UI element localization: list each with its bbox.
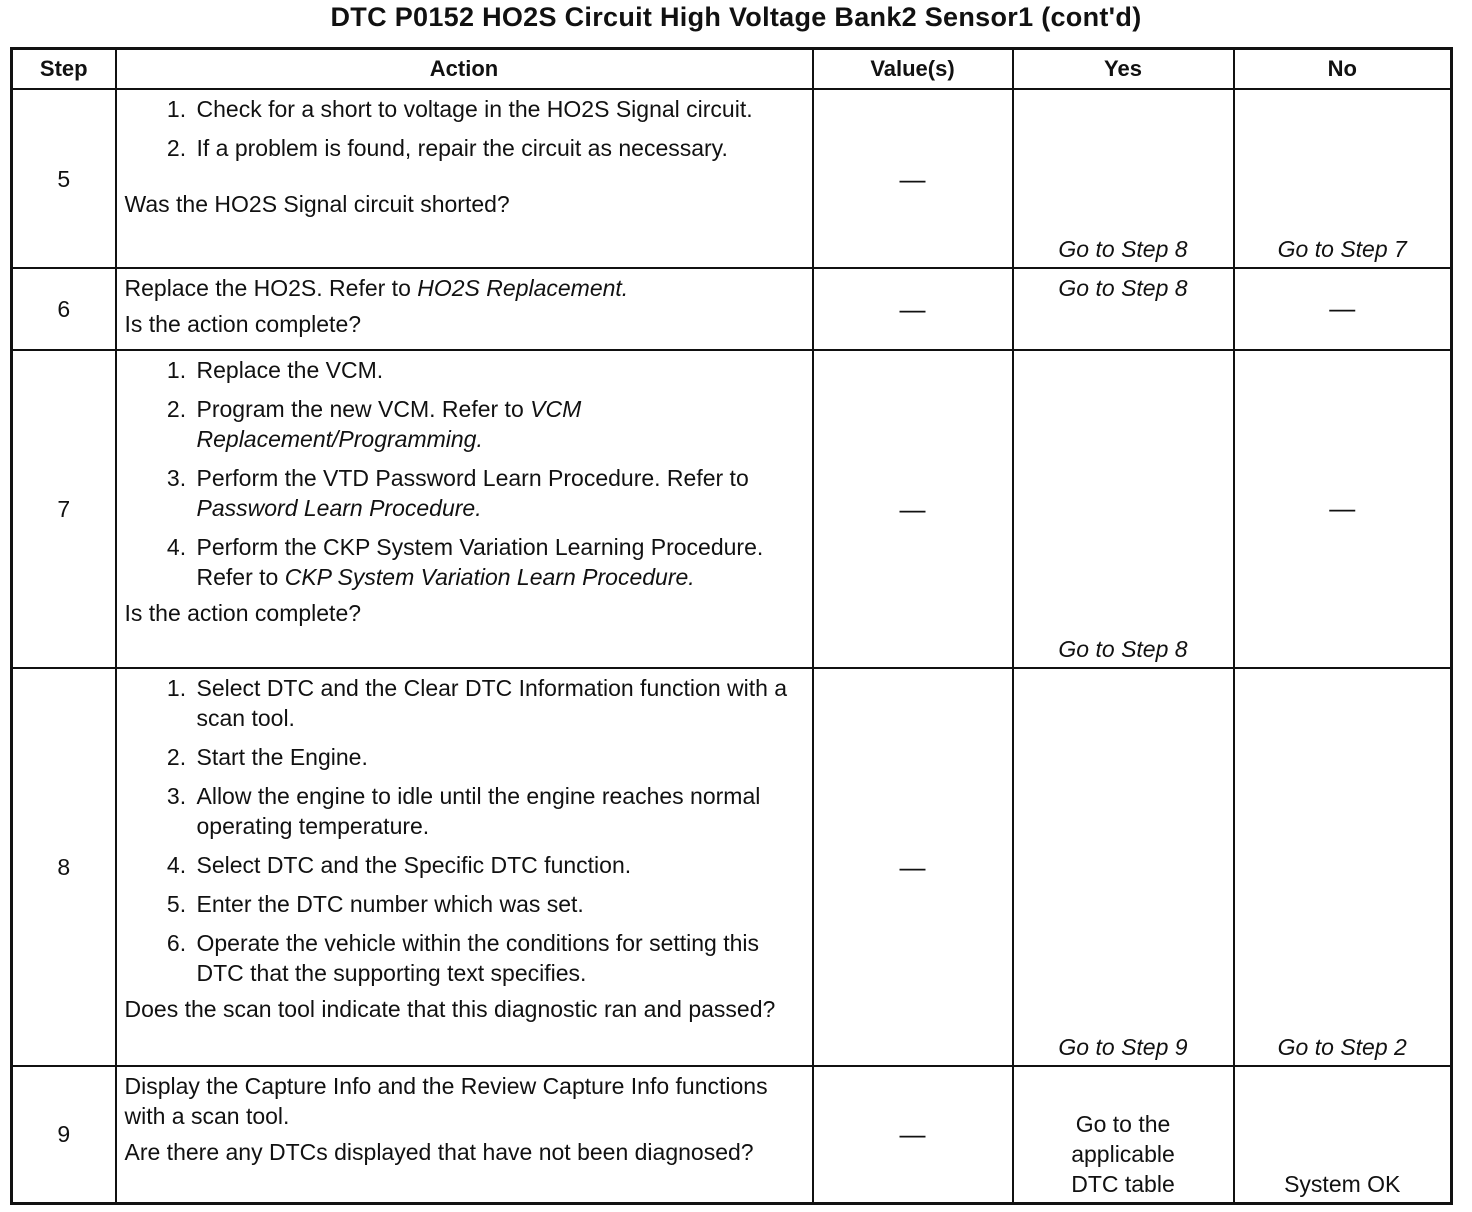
action-text: Display the Capture Info and the Review Capture Info functions with a scan tool. [124, 1073, 768, 1129]
no-cell [1234, 1066, 1452, 1203]
goto-step-link[interactable]: Go to Step 2 [1277, 1034, 1407, 1060]
action-cell [116, 89, 813, 268]
value-cell: — [813, 1066, 1013, 1203]
column-header-action: Action [116, 49, 813, 90]
column-header-step: Step [12, 49, 116, 90]
action-step: 4. Perform the CKP System Variation Learning Procedure. Refer to CKP System Variation Learn Procedure. [193, 532, 804, 592]
goto-step-link[interactable]: Go to Step 8 [1058, 236, 1188, 262]
action-step: 4. Select DTC and the Specific DTC function. [193, 850, 804, 880]
step-number: 7 [12, 350, 116, 668]
value-cell: — [813, 668, 1013, 1066]
action-step: 1. Select DTC and the Clear DTC Information function with a scan tool. [193, 673, 804, 733]
action-step: 3. Allow the engine to idle until the engine reaches normal operating temperature. [193, 781, 804, 841]
action-text: Replace the HO2S. Refer to HO2S Replacement. [124, 275, 629, 301]
value-cell: — [813, 350, 1013, 668]
action-step: 6. Operate the vehicle within the conditions for setting this DTC that the supporting text specifies. [193, 928, 804, 988]
action-step: 1. Check for a short to voltage in the HO2S Signal circuit. [193, 94, 804, 124]
yes-cell [1013, 89, 1234, 268]
reference-link[interactable]: CKP System Variation Learn Procedure. [284, 564, 695, 590]
step-number: 9 [12, 1066, 116, 1203]
table-row-step-8 [12, 668, 1452, 1066]
yes-cell [1013, 350, 1234, 668]
action-cell [116, 668, 813, 1066]
step-number: 6 [12, 268, 116, 350]
action-question: Are there any DTCs displayed that have not been diagnosed? [124, 1139, 754, 1165]
goto-step-link[interactable]: Go to Step 8 [1058, 275, 1188, 301]
no-cell: — [1234, 350, 1452, 668]
column-header-values: Value(s) [813, 49, 1013, 90]
yes-cell [1013, 668, 1234, 1066]
action-step: 2. Program the new VCM. Refer to VCM Replacement/Programming. [193, 394, 804, 454]
reference-link[interactable]: VCM Replacement/Programming. [196, 396, 582, 452]
action-question: Is the action complete? [124, 600, 362, 626]
goto-step-link[interactable]: Go to Step 8 [1058, 636, 1188, 662]
action-step: 5. Enter the DTC number which was set. [193, 889, 804, 919]
value-cell: — [813, 268, 1013, 350]
goto-step-link[interactable]: Go to Step 9 [1058, 1034, 1188, 1060]
yes-result: Go to the applicable DTC table [1071, 1110, 1175, 1197]
value-cell: — [813, 89, 1013, 268]
header-row [12, 49, 1452, 90]
table-row-step-7 [12, 350, 1452, 668]
table-row-step-5 [12, 89, 1452, 268]
no-result: System OK [1284, 1170, 1401, 1197]
yes-cell [1013, 1066, 1234, 1203]
action-cell [116, 350, 813, 668]
step-number: 8 [12, 668, 116, 1066]
action-steps-list [125, 94, 804, 163]
no-cell [1234, 668, 1452, 1066]
action-step: 1. Replace the VCM. [193, 355, 804, 385]
action-question: Was the HO2S Signal circuit shorted? [124, 191, 510, 217]
action-step: 3. Perform the VTD Password Learn Procedure. Refer to Password Learn Procedure. [193, 463, 804, 523]
action-steps-list [125, 673, 804, 988]
table-row-step-9 [12, 1066, 1452, 1203]
yes-cell [1013, 268, 1234, 350]
action-step: 2. If a problem is found, repair the circuit as necessary. [193, 133, 804, 163]
reference-link[interactable]: Password Learn Procedure. [196, 495, 482, 521]
goto-step-link[interactable]: Go to Step 7 [1277, 236, 1407, 262]
no-cell [1234, 89, 1452, 268]
no-cell: — [1234, 268, 1452, 350]
table-row-step-6 [12, 268, 1452, 350]
action-steps-list [125, 355, 804, 592]
reference-link[interactable]: HO2S Replacement. [417, 275, 629, 301]
step-number: 5 [12, 89, 116, 268]
diagnostic-table [10, 47, 1453, 1205]
action-cell [116, 1066, 813, 1203]
action-question: Is the action complete? [124, 311, 362, 337]
column-header-yes: Yes [1013, 49, 1234, 90]
action-question: Does the scan tool indicate that this diagnostic ran and passed? [124, 996, 776, 1022]
action-cell [116, 268, 813, 350]
page-title: DTC P0152 HO2S Circuit High Voltage Bank2 Sensor1 (cont'd) [330, 2, 1142, 32]
column-header-no: No [1234, 49, 1452, 90]
action-step: 2. Start the Engine. [193, 742, 804, 772]
